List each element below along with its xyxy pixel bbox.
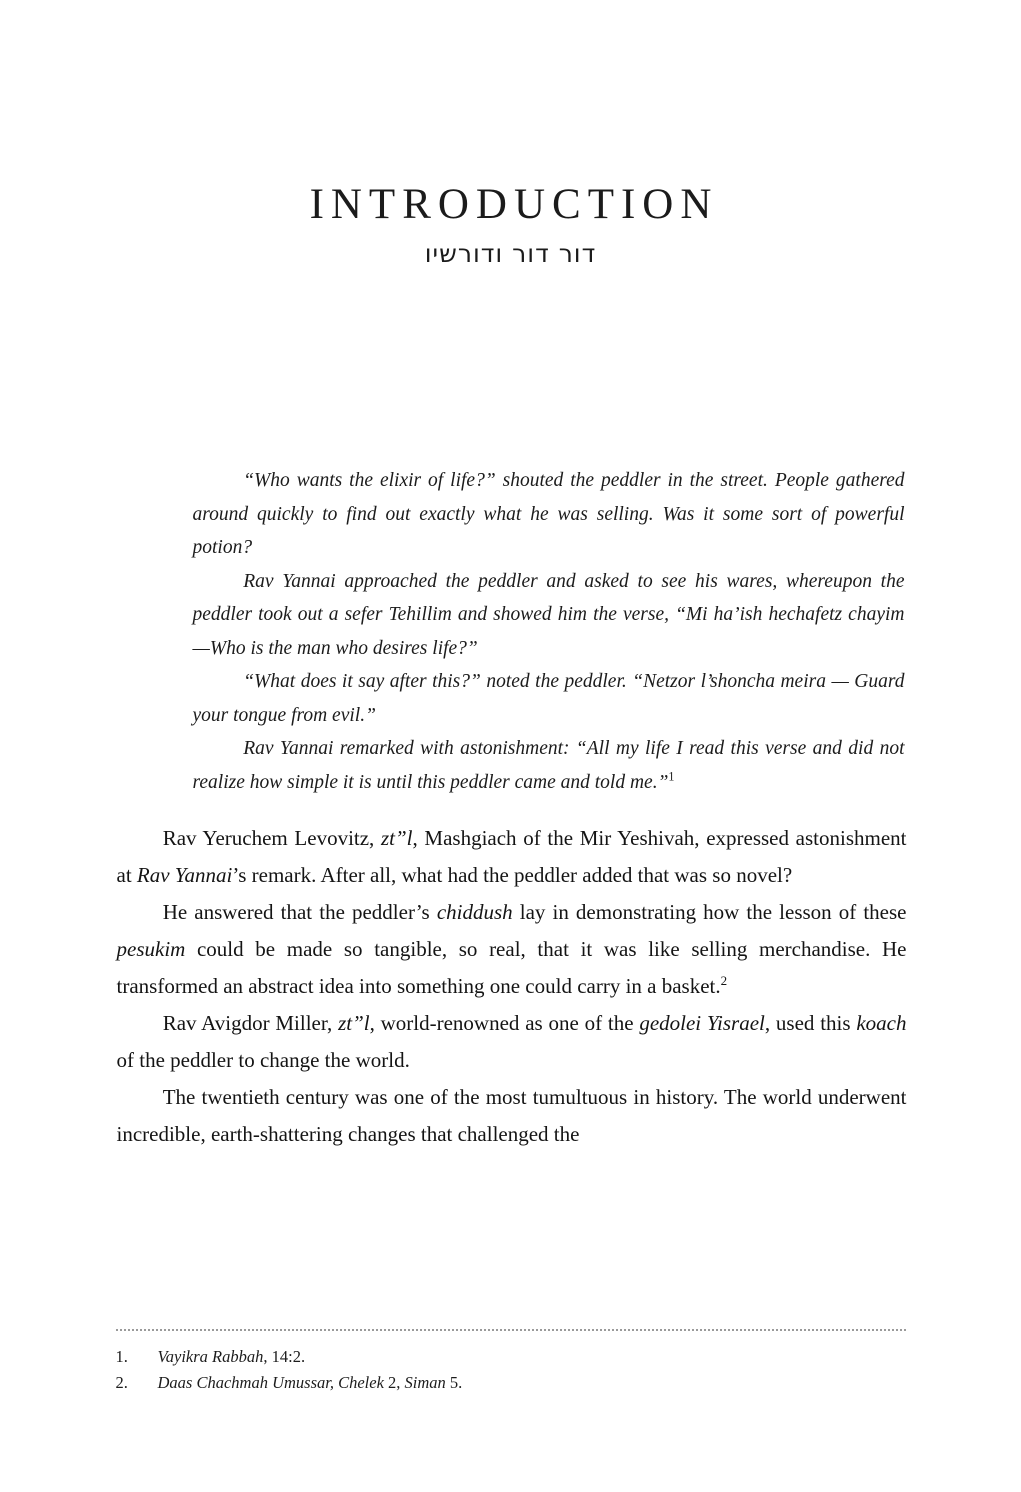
epigraph-quote: [193, 464, 905, 799]
body-paragraph-3: [117, 1005, 907, 1079]
body-p1-italic2: Rav Yannai: [136, 863, 233, 888]
quote-paragraph-2: Rav Yannai approached the peddler and asked to see his wares, whereupon the peddler took out a sefer Tehillim and showed him the verse, “Mi ha’ish hechafetz chayim —Who is the man who desires life?”: [192, 570, 905, 659]
body-paragraph-2: [117, 894, 907, 1005]
body-paragraph-1: [117, 820, 907, 894]
footnote-2-rest: 2,: [383, 1373, 405, 1393]
body-p3-seg1: Rav Avigdor Miller,: [162, 1011, 339, 1036]
footnote-1-italic: Vayikra Rabbah: [157, 1346, 264, 1366]
quote-paragraph-3: “What does it say after this?” noted the peddler. “Netzor l’shoncha meira — Guard your tongue from evil.”: [192, 671, 905, 726]
footnote-2-italic: Daas Chachmah Umussar, Chelek: [157, 1373, 384, 1393]
body-p2-italic1: chiddush: [436, 900, 513, 925]
quote-paragraph-4: [193, 732, 905, 799]
body-p3-seg2: , world-renowned as one of the: [369, 1011, 640, 1036]
footnote-item: [116, 1344, 906, 1371]
footnote-item: [116, 1370, 906, 1397]
body-p3-italic3: koach: [856, 1011, 907, 1036]
page-title: INTRODUCTION: [309, 181, 719, 228]
footnote-marker-2: 2: [720, 973, 728, 989]
body-p1-seg2: , Mashgiach of the Mir Yeshivah, expressed astonishment at: [116, 826, 907, 888]
body-p2-seg2: lay in demonstrating how the lesson of these: [512, 900, 907, 925]
body-p1-seg3: ’s remark. After all, what had the peddler added that was so novel?: [232, 863, 793, 888]
footnote-number: 1.: [115, 1346, 128, 1366]
footnote-number: 2.: [115, 1373, 128, 1393]
footnote-marker-1: 1: [668, 769, 675, 784]
footnote-text: [158, 1344, 906, 1371]
body-p2-seg1: He answered that the peddler’s: [162, 900, 437, 925]
footnote-2-rest2: 5.: [445, 1373, 463, 1393]
body-paragraph-4: The twentieth century was one of the most tumultuous in history. The world underwent incredible, earth-shattering changes that challenged the: [116, 1085, 907, 1147]
footnote-text: [158, 1370, 906, 1397]
body-p3-italic1: zt”l: [338, 1011, 370, 1036]
body-p1-italic1: zt”l: [380, 826, 413, 851]
footnote-divider: [116, 1329, 906, 1331]
main-text: [117, 820, 907, 1153]
footnote-area: [116, 1329, 906, 1397]
body-p2-italic2: pesukim: [116, 937, 186, 962]
body-p1-seg1: Rav Yeruchem Levovitz,: [162, 826, 381, 851]
body-p2-seg3: could be made so tangible, so real, that it was like selling merchandise. He transformed an abstract idea into something one could carry in a basket.: [116, 937, 907, 999]
quote-paragraph-4-text: Rav Yannai remarked with astonishment: “All my life I read this verse and did not realize how simple it is until this peddler came and told me.”: [192, 738, 905, 793]
chapter-subtitle-hebrew: דור דור ודורשיו: [424, 239, 597, 269]
chapter-heading-block: [0, 182, 1021, 268]
body-p3-italic2: gedolei Yisrael: [639, 1011, 765, 1036]
body-p3-seg4: of the peddler to change the world.: [116, 1048, 410, 1073]
body-p3-seg3: , used this: [764, 1011, 857, 1036]
page-body: [115, 464, 907, 1153]
footnote-2-italic2: Siman: [404, 1373, 446, 1393]
footnote-1-rest: , 14:2.: [263, 1346, 306, 1366]
quote-paragraph-1: “Who wants the elixir of life?” shouted the peddler in the street. People gathered around quickly to find out exactly what he was selling. Was it some sort of powerful potion?: [192, 470, 905, 559]
